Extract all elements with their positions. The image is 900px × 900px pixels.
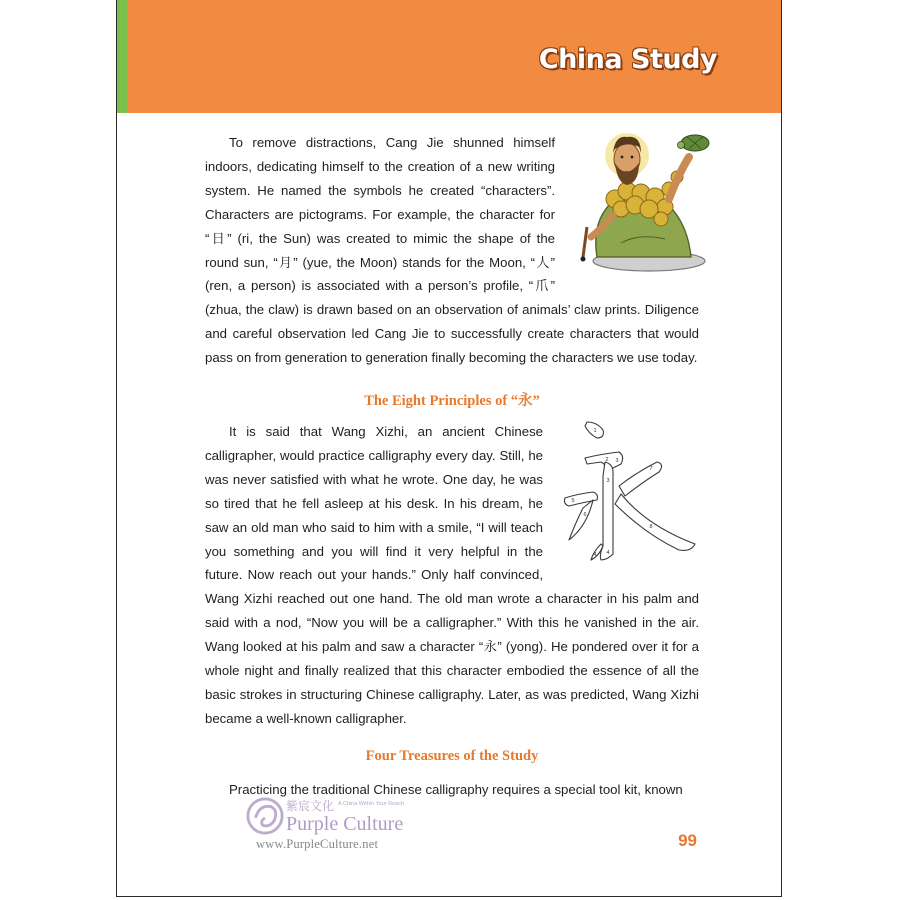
stroke-number: 7 bbox=[649, 466, 653, 472]
book-page bbox=[116, 0, 782, 897]
watermark-brand: Purple Culture bbox=[286, 813, 404, 835]
watermark-chinese-name: 紫宸文化 bbox=[286, 799, 335, 813]
wang-xizhi-paragraph bbox=[205, 420, 699, 731]
stroke-number: 8 bbox=[649, 524, 653, 530]
stroke-number: 1 bbox=[593, 428, 597, 434]
section-heading-four-treasures bbox=[205, 748, 699, 765]
stroke-number: 4 bbox=[593, 552, 597, 558]
header-green-stripe bbox=[117, 0, 127, 113]
page-number: 99 bbox=[678, 831, 697, 850]
stroke-number: 4 bbox=[606, 550, 610, 556]
stroke-number: 3 bbox=[606, 478, 610, 484]
wang-xizhi-text: It is said that Wang Xizhi, an ancient Chinese calligrapher, would practice calligraphy every day. Still, he was never satisfied with what he wrote. One day, he was so tired that he fell asleep at his desk. In his dream, he saw an old man who said to him with a smile, “I will teach you something and you will find it very helpful in the future. Now reach out your hands.” Only half convinced, Wang Xizhi reached out one hand. The old man wrote a character in his palm and said with a nod, “Now you will be a calligrapher.” With this he vanished in the air. Wang looked at his palm and saw a character “永” (yong). He pondered over it for a whole night and finally realized that this character embodied the essence of all the basic strokes in structuring Chinese calligraphy. Later, as was predicted, Wang Xizhi became a well-known calligrapher. bbox=[205, 424, 699, 726]
header-band bbox=[117, 0, 781, 113]
section-heading-eight-principles bbox=[205, 389, 699, 410]
watermark-tagline: A China Within Your Reach bbox=[338, 801, 405, 807]
cang-jie-text: To remove distractions, Cang Jie shunned himself indoors, dedicating himself to the creation of a new writing system. He named the symbols he created “characters”. Characters are pictograms. For example, the character for “日” (ri, the Sun) was created to mimic the shape of the round sun, “月” (yue, the Moon) stands for the Moon, “人” (ren, a person) is associated with a person’s profile, “爪” (zhua, the claw) is drawn based on an observation of animals’ claw prints. Diligence and careful observation led Cang Jie to successfully create characters that would pass on from generation to generation finally becoming the characters we use today. bbox=[205, 135, 699, 366]
section-heading-eight-principles-text: The Eight Principles of “永” bbox=[364, 393, 540, 409]
stroke-number: 3 bbox=[615, 458, 619, 464]
page-header-title: China Study bbox=[538, 44, 717, 75]
stroke-number: 6 bbox=[583, 512, 587, 518]
watermark-url: www.PurpleCulture.net bbox=[256, 837, 379, 851]
purple-culture-watermark bbox=[240, 793, 540, 859]
four-treasures-text: Practicing the traditional Chinese calligraphy requires a special tool kit, known bbox=[229, 782, 683, 797]
section-heading-four-treasures-text: Four Treasures of the Study bbox=[365, 748, 539, 764]
cang-jie-illustration bbox=[561, 125, 719, 275]
purple-culture-logo-icon bbox=[246, 797, 284, 835]
stroke-number: 2 bbox=[605, 457, 609, 463]
stroke-number: 5 bbox=[571, 498, 575, 504]
cang-jie-paragraph bbox=[205, 131, 699, 370]
yong-eight-strokes-diagram bbox=[561, 416, 715, 572]
